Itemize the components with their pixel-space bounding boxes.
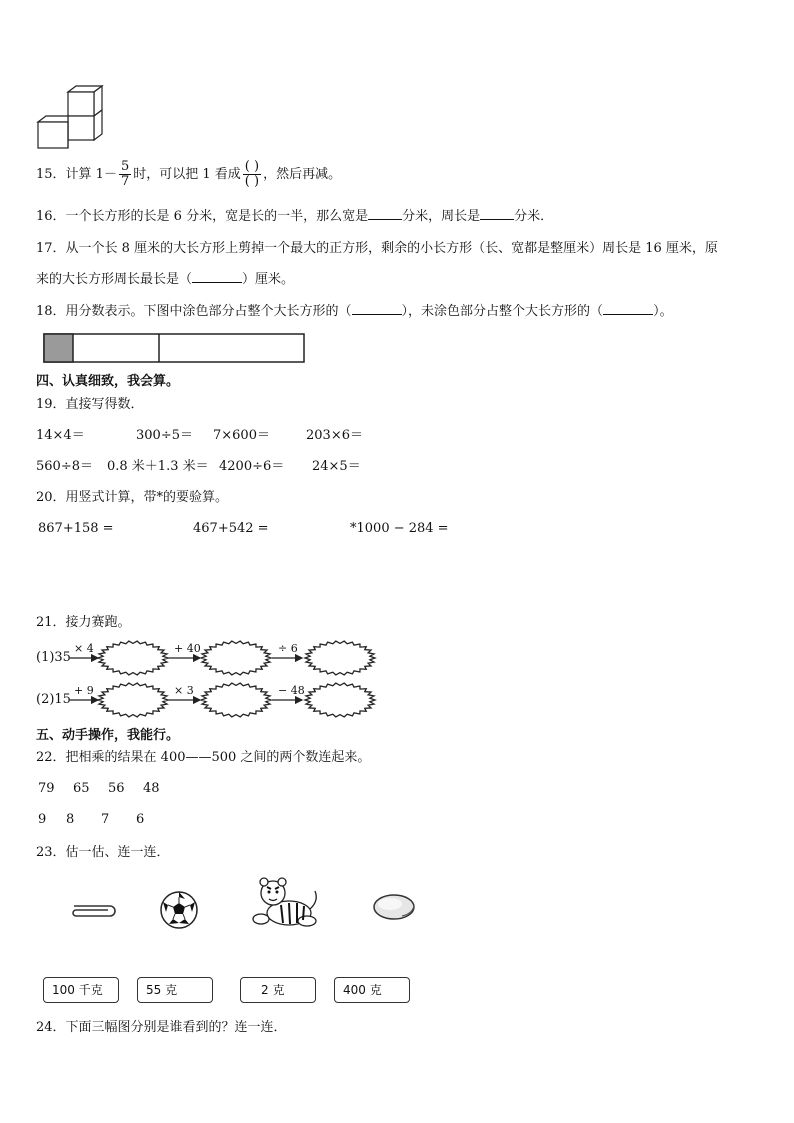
answer-bubble[interactable] xyxy=(201,683,271,717)
q17-blank[interactable] xyxy=(192,270,242,283)
q20-item: 467+542 = xyxy=(193,521,269,536)
question-22-title: 22．把相乘的结果在 400——500 之间的两个数连起来。 xyxy=(36,750,371,765)
q16-text-c: 分米． xyxy=(514,209,554,224)
q22-num[interactable]: 65 xyxy=(73,781,90,796)
tiger-icon[interactable] xyxy=(247,873,321,929)
q20-item: 867+158 = xyxy=(38,521,114,536)
q16-blank-width[interactable] xyxy=(368,207,402,220)
q15-suffix: ，然后再减。 xyxy=(263,167,342,182)
section-4-heading: 四、认真细致，我会算。 xyxy=(36,374,180,389)
q15-prefix: 15．计算 1－ xyxy=(36,167,117,182)
op-r2-3: − 48 xyxy=(278,684,305,697)
question-21-title: 21．接力赛跑。 xyxy=(36,615,131,630)
answer-bubble[interactable] xyxy=(305,641,375,675)
q17-text-a: 来的大长方形周长最长是（ xyxy=(36,272,193,287)
q19-item: 0.8 米＋1.3 米＝ xyxy=(107,459,209,474)
weight-box-400g[interactable]: 400 克 xyxy=(334,977,410,1003)
question-23-title: 23．估一估、连一连． xyxy=(36,845,170,860)
answer-bubble[interactable] xyxy=(98,683,168,717)
q18-text-a: 18．用分数表示。下图中涂色部分占整个大长方形的（ xyxy=(36,304,352,319)
q18-blank-unshaded[interactable] xyxy=(603,302,653,315)
op-r1-3: ÷ 6 xyxy=(278,642,298,655)
op-r2-1: + 9 xyxy=(74,684,94,697)
op-r1-2: + 40 xyxy=(174,642,201,655)
q21-row1-label: (1)35 xyxy=(36,650,71,665)
question-19-title: 19．直接写得数． xyxy=(36,397,144,412)
shaded-part xyxy=(44,334,73,362)
blank-fraction[interactable]: $\frac{( )}{( )}$ xyxy=(244,159,260,189)
weight-box-2g[interactable]: 2 克 xyxy=(240,977,316,1003)
q19-item: 203×6＝ xyxy=(306,428,363,443)
question-17-line1: 17．从一个长 8 厘米的大长方形上剪掉一个最大的正方形，剩余的小长方形（长、宽都是整厘米）周长是 16 厘米，原 xyxy=(36,241,718,256)
q22-num[interactable]: 79 xyxy=(38,781,55,796)
egg-icon[interactable] xyxy=(372,892,418,922)
q19-item: 560÷8＝ xyxy=(36,459,93,474)
paperclip-icon[interactable] xyxy=(68,902,116,920)
q22-num[interactable]: 48 xyxy=(143,781,160,796)
section-5-heading: 五、动手操作，我能行。 xyxy=(36,728,180,743)
q17-text-b: ）厘米。 xyxy=(242,272,295,287)
op-r1-1: × 4 xyxy=(74,642,94,655)
q19-item: 7×600＝ xyxy=(213,428,270,443)
soccer-ball-icon[interactable] xyxy=(159,890,199,930)
q19-item: 24×5＝ xyxy=(312,459,361,474)
question-24-title: 24．下面三幅图分别是谁看到的？连一连． xyxy=(36,1020,287,1035)
weight-box-55g[interactable]: 55 克 xyxy=(137,977,213,1003)
q15-mid: 时，可以把 1 看成 xyxy=(133,167,241,182)
answer-bubble[interactable] xyxy=(305,683,375,717)
q19-item: 4200÷6＝ xyxy=(219,459,285,474)
q21-row2-label: (2)15 xyxy=(36,692,71,707)
op-r2-2: × 3 xyxy=(174,684,194,697)
answer-bubble[interactable] xyxy=(201,641,271,675)
divided-rectangle xyxy=(43,333,305,363)
relay-diagram xyxy=(70,636,380,722)
q20-item: *1000 − 284 = xyxy=(350,521,449,536)
question-20-title: 20．用竖式计算，带*的要验算。 xyxy=(36,490,229,505)
q22-num[interactable]: 9 xyxy=(38,812,47,827)
q19-item: 14×4＝ xyxy=(36,428,85,443)
q18-blank-shaded[interactable] xyxy=(352,302,402,315)
q18-text-b: ），未涂色部分占整个大长方形的（ xyxy=(401,304,604,319)
question-16 xyxy=(36,207,553,226)
q22-num[interactable]: 7 xyxy=(101,812,110,827)
q18-text-c: ）。 xyxy=(653,304,673,319)
q22-num[interactable]: 56 xyxy=(108,781,125,796)
q16-text-a: 16．一个长方形的长是 6 分米，宽是长的一半，那么宽是 xyxy=(36,209,369,224)
answer-bubble[interactable] xyxy=(98,641,168,675)
weight-box-100kg[interactable]: 100 千克 xyxy=(43,977,119,1003)
fraction-5-7: $\frac{5}{7}$ xyxy=(120,159,130,189)
cubes-figure xyxy=(36,84,106,150)
q19-item: 300÷5＝ xyxy=(136,428,193,443)
q22-num[interactable]: 8 xyxy=(66,812,75,827)
question-17-line2 xyxy=(36,270,294,289)
q16-text-b: 分米，周长是 xyxy=(402,209,481,224)
question-15 xyxy=(36,160,341,189)
question-18 xyxy=(36,302,673,321)
q22-num[interactable]: 6 xyxy=(136,812,145,827)
q16-blank-perimeter[interactable] xyxy=(480,207,514,220)
